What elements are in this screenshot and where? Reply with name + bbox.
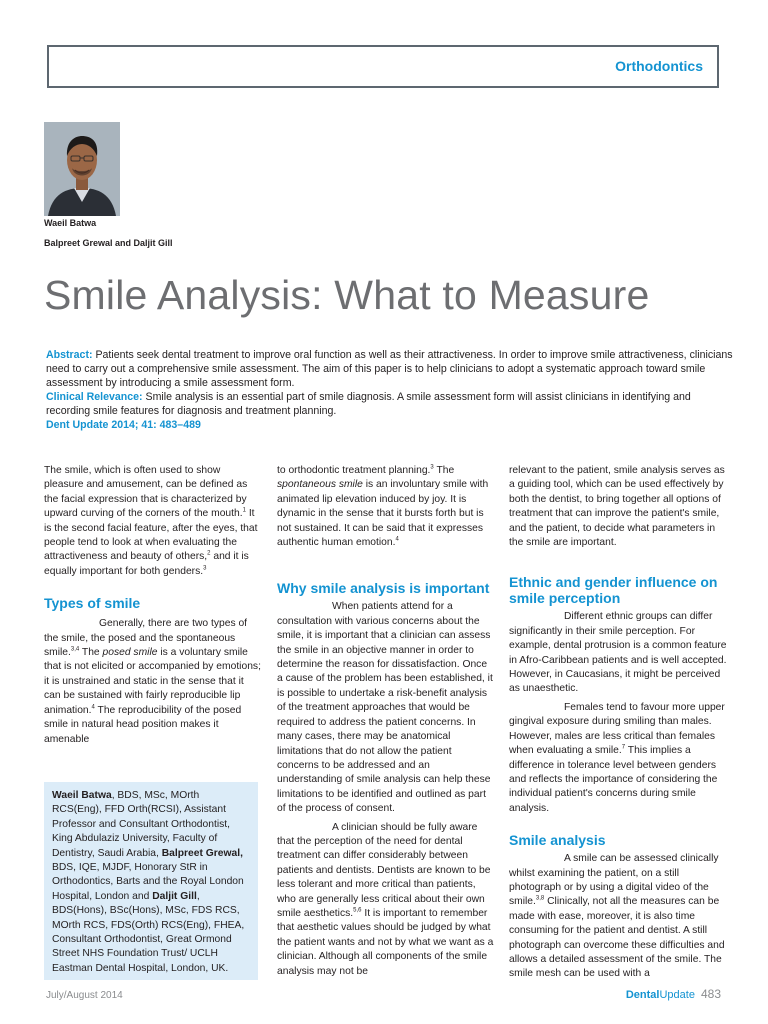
bio-name-1: Waeil Batwa [52, 790, 112, 801]
column-1 [44, 464, 262, 747]
cont-em: spontaneous smile [277, 479, 363, 491]
section-header-box [47, 45, 719, 88]
types-text-2: The [79, 647, 103, 659]
cont-text-3: is an involuntary smile with animated lip elevation induced by joy. It is dynamic in the sense that it bursts forth but is not sustained. It can be said that it expresses authentic human emotion. [277, 479, 489, 549]
heading-ethnic-gender: Ethnic and gender influence on smile perception [509, 574, 718, 607]
ref-sup: 3 [203, 565, 207, 572]
col3-continuation: relevant to the patient, smile analysis serves as a guiding tool, which can be used effectively by both the dentist, to bring together all options of treatment that can improve the patient's smile, and the patient, to decide what parameters in the smile are important. [509, 465, 725, 549]
analysis-paragraph [509, 852, 731, 982]
citation: Dent Update 2014; 41: 483–489 [46, 419, 201, 431]
ref-sup: 2 [207, 551, 211, 558]
page-number: 483 [700, 987, 721, 1001]
types-em: posed smile [102, 647, 158, 659]
ethnic-text-2a: Females tend to favour more upper gingival exposure during smiling than males. However, males are less critical than females when evaluating a smile. [509, 701, 725, 757]
types-paragraph [44, 617, 262, 747]
footer-journal [626, 987, 721, 1001]
bio-text-2: BDS, IQE, MJDF, Honorary StR in Orthodontics, Barts and the Royal London Hospital, London and [52, 862, 244, 902]
co-authors: Balpreet Grewal and Daljit Gill [44, 238, 173, 248]
journal-name-update: Update [659, 989, 695, 1001]
column-3 [509, 464, 731, 982]
bio-text-3: , BDS(Hons), BSc(Hons), MSc, FDS RCS, MOrth RCS, FDS(Orth) RCS(Eng), FHEA, Consultant Orthodontist, Great Ormond Street NHS Foundation Trust/ UCLH Eastman Dental Hospital, London, UK. [52, 890, 245, 974]
author-portrait-image [44, 122, 120, 216]
intro-text: The smile, which is often used to show pleasure and amusement, can be defined as the facial expression that is characterized by upward curving of the corners of the mouth. [44, 465, 248, 520]
why-paragraph-2 [277, 821, 495, 979]
ref-sup: 1 [242, 507, 246, 514]
journal-name-dental: Dental [625, 989, 660, 1001]
abstract-text: Patients seek dental treatment to improve oral function as well as their attractiveness. In order to improve smile attractiveness, clinicians need to carry out a comprehensive smile assessment. The aim of this paper is to help clinicians to adopt a systematic approach toward smile assessment by introducing a smile assessment form. [46, 349, 733, 389]
bio-name-2: Balpreet Grewal, [161, 847, 243, 859]
types-text-4: The reproducibility of the posed smile in natural head position makes it amenable [44, 704, 242, 745]
abstract-label: Abstract: [46, 349, 93, 361]
why-text-2b: It is important to remember that aesthetic values should be judged by what the patient wants and not by what we want as a clinician. Although all components of the smile analysis may not be [277, 907, 494, 977]
types-text-3: is a voluntary smile that is not elicited or accompanied by emotions; it is unstrained and static in the sense that it can be sustained with fairly reproducible lip animation. [44, 647, 261, 716]
abstract-paragraph [46, 348, 736, 390]
ref-sup: 3 [430, 464, 434, 471]
relevance-text: Smile analysis is an essential part of smile diagnosis. A smile assessment form will assist clinicians in identifying and recording smile features for diagnosis and treatment planning. [46, 391, 691, 417]
author-bio-box [44, 782, 258, 980]
ref-sup: 4 [395, 536, 399, 543]
bio-text-1: , BDS, MSc, MOrth RCS(Eng), FFD Orth(RCSI), Assistant Professor and Consultant Orthodontist, King Abdulaziz University, Faculty of Dentistry, Saudi Arabia, [52, 790, 231, 859]
bio-name-3: Daljit Gill [152, 890, 197, 902]
ref-sup: 3,4 [70, 646, 80, 653]
why-paragraph-1: When patients attend for a consultation with various concerns about the smile, it is important that a clinician can assess the smile in an objective manner in order to determine the reason for dissatisfaction. Once a cause of the problem has been established, it is possible to undertake a risk-benefit analysis of the treatment approaches that would be required to address the patient concerns. In many cases, there may be anatomical limitations that do not allow the patient concerns to be addressed and an understanding of smile analysis can help these limitations to be identified and outlined as part of the process of consent. [277, 601, 493, 815]
author-photo [44, 122, 120, 216]
ref-sup: 7 [621, 744, 626, 751]
column-2 [277, 464, 495, 979]
intro-paragraph [44, 464, 262, 579]
heading-smile-analysis: Smile analysis [509, 832, 606, 849]
analysis-text-1: A smile can be assessed clinically whilst examining the patient, on a still photograph or by using a digital video of the smile. [509, 853, 719, 908]
footer-date: July/August 2014 [46, 990, 123, 1001]
continuation-paragraph [277, 464, 495, 550]
ethnic-paragraph-2 [509, 701, 731, 816]
analysis-text-2: Clinically, not all the measures can be made with ease, moreover, it is also time consuming for the patient and dentist. A still photograph can overcome these difficulties and allows a detailed assessment of the smile. The smile mesh can be used with a [509, 896, 725, 980]
cont-text-2: The [433, 465, 455, 476]
ethnic-text-2b: This implies a difference in tolerance level between genders and reflects the importance of considering the individual patient's concerns during smile analysis. [509, 745, 718, 814]
types-text: Generally, there are two types of the smile, the posed and the spontaneous smile. [44, 618, 248, 659]
ref-sup: 4 [91, 704, 95, 711]
ref-sup: 5,6 [353, 907, 362, 914]
intro-text-2: It is the second facial feature, after the eyes, that people tend to look at when evaluating the attractiveness and beauty of others, [44, 508, 258, 563]
relevance-label: Clinical Relevance: [46, 391, 143, 403]
photo-caption-author: Waeil Batwa [44, 218, 97, 228]
heading-types-of-smile: Types of smile [44, 595, 141, 612]
section-label: Orthodontics [615, 58, 703, 74]
why-text-2a: A clinician should be fully aware that the perception of the need for dental treatment can differ considerably between patients and dentists. Dentists are known to be less tolerant and more critical than patients, who are generally less critical about their own smile aesthetics. [277, 821, 491, 919]
relevance-paragraph [46, 390, 736, 418]
ref-sup: 3,8 [535, 895, 545, 902]
heading-why-smile-analysis: Why smile analysis is important [277, 580, 490, 597]
ethnic-paragraph-1: Different ethnic groups can differ significantly in their smile perception. For example, dental protrusion is a common feature in Afro-Caribbean patients and is well accepted. However, in Caucasians, it might be perceived as unaesthetic. [509, 611, 727, 695]
intro-text-3: and it is equally important for both genders. [44, 551, 249, 577]
article-title: Smile Analysis: What to Measure [44, 272, 650, 318]
cont-text: to orthodontic treatment planning. [277, 465, 431, 476]
abstract-block [46, 348, 736, 432]
